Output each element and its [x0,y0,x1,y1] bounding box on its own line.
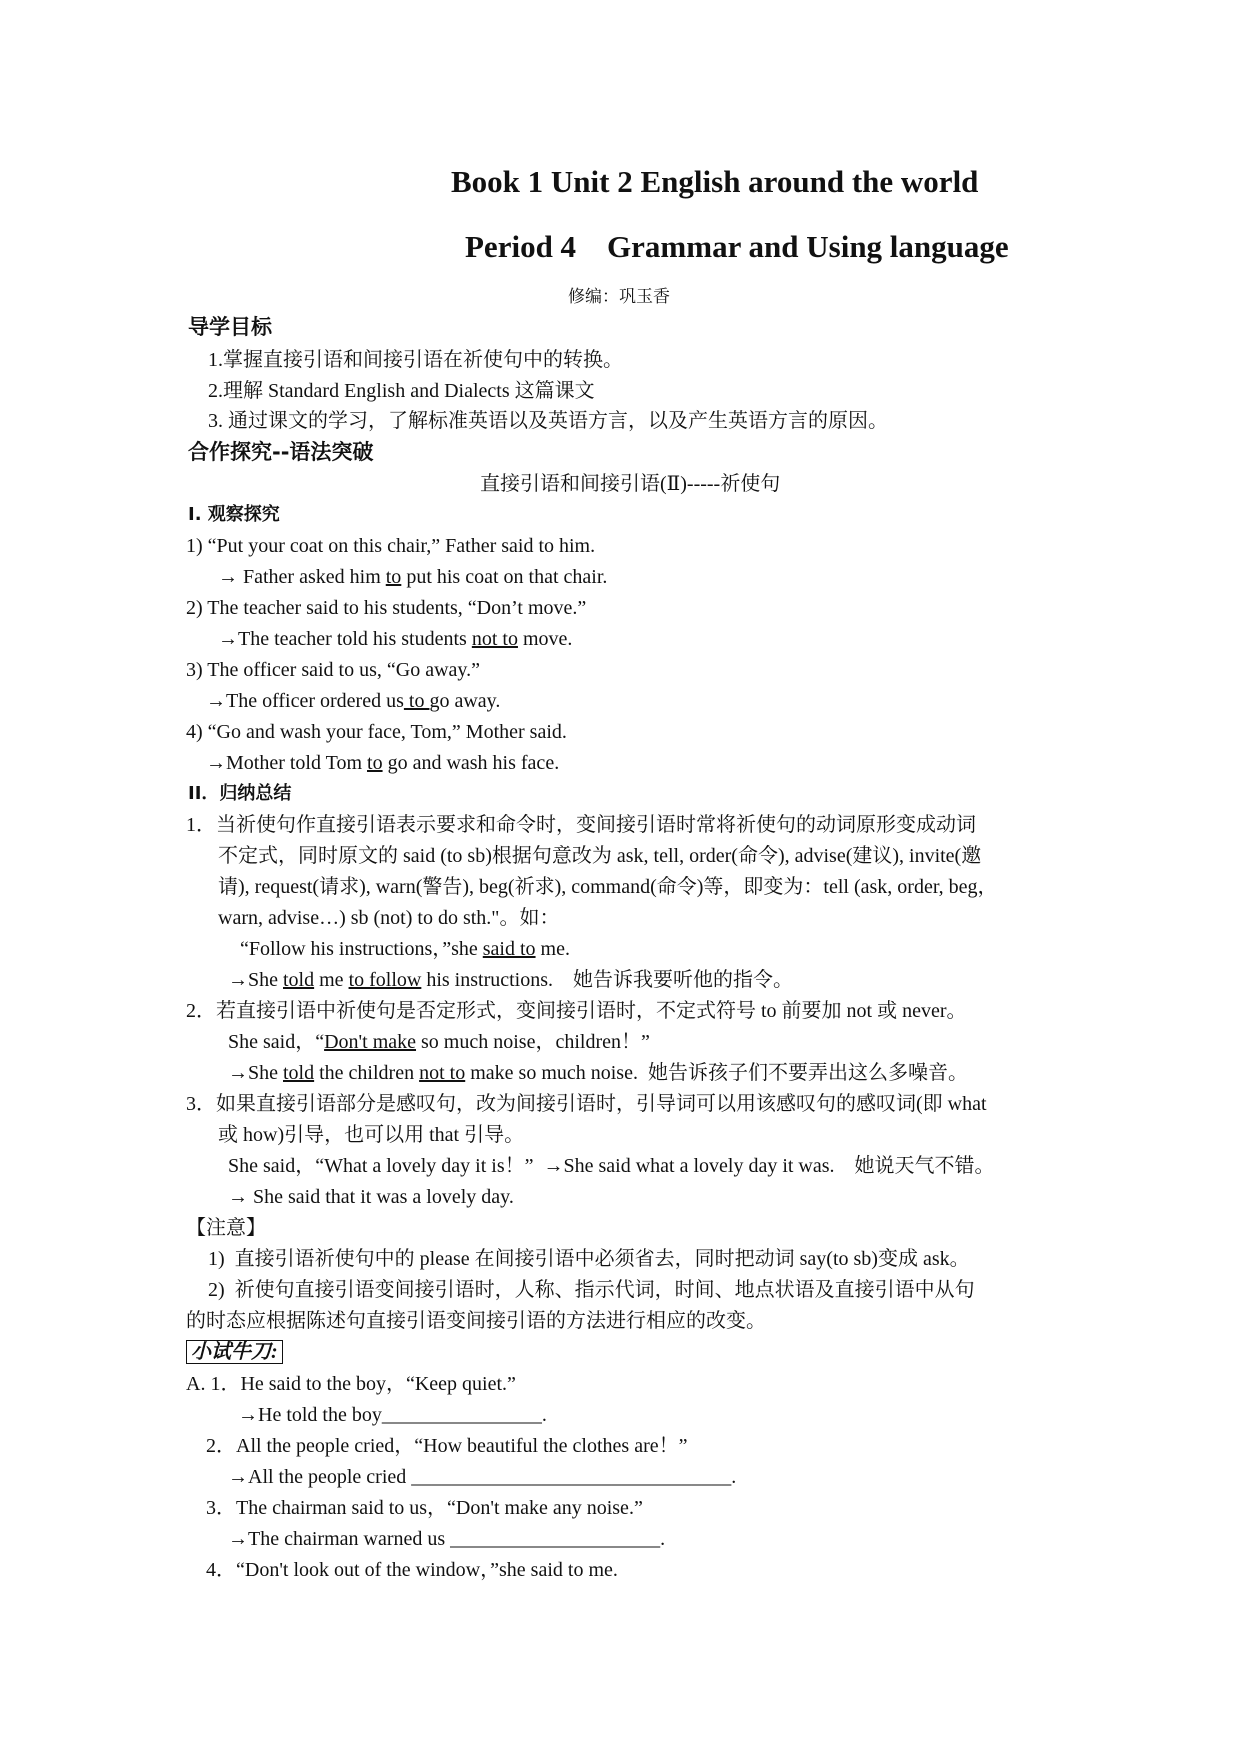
example-answer [218,564,607,590]
answer-blank[interactable]: ________________ [381,1404,542,1426]
goal-item: 2.理解 Standard English and Dialects 这篇课文 [208,380,595,402]
example-sentence: 3) The officer said to us, “Go away.” [186,659,480,681]
grammar-topic: 直接引语和间接引语(Ⅱ)-----祈使句 [480,473,781,495]
rule-text: 不定式，同时原文的 said (to sb)根据句意改为 ask, tell, order(命令), advise(建议), invite(邀 [218,845,982,867]
answer-text: →The teacher told his students [218,628,472,650]
underlined-word: said to [482,938,536,960]
answer-prompt: →He told the boy [238,1404,382,1426]
note-item: 1) 直接引语祈使句中的 please 在间接引语中必须省去，同时把动词 say(to sb)变成 ask。 [208,1248,970,1270]
exercise-question: 3．The chairman said to us，“Don't make any noise.” [206,1497,643,1519]
underlined-word: told [283,969,315,991]
underlined-word: to [367,752,383,774]
answer-text: put his coat on that chair. [401,566,608,588]
practice-heading [186,1339,283,1365]
document-title: Book 1 Unit 2 English around the world [451,164,979,199]
editor-credit: 修编：巩玉香 [568,287,670,306]
answer-text: →She [228,969,283,991]
goal-item: 3. 通过课文的学习，了解标准英语以及英语方言，以及产生英语方言的原因。 [208,410,888,432]
example-text: “Follow his instructions，”she [240,938,483,960]
example-answer [206,688,500,714]
exercise-answer-line [228,1526,665,1552]
answer-text: make so much noise. 她告诉孩子们不要弄出这么多噪音。 [465,1062,968,1084]
underlined-word: to [403,690,430,712]
answer-text: go and wash his face. [382,752,560,774]
answer-end: . [660,1528,666,1550]
answer-blank[interactable]: ________________________________ [411,1466,732,1488]
note-item: 的时态应根据陈述句直接引语变间接引语的方法进行相应的改变。 [186,1310,766,1332]
rule-text: 2．若直接引语中祈使句是否定形式，变间接引语时，不定式符号 to 前要加 not 或 never。 [186,1000,967,1022]
example-text: so much noise，children！” [416,1031,650,1053]
rule-text: 1．当祈使句作直接引语表示要求和命令时，变间接引语时常将祈使句的动词原形变成动词 [186,814,976,836]
underlined-word: told [283,1062,315,1084]
goal-item: 1.掌握直接引语和间接引语在祈使句中的转换。 [208,349,623,371]
notes-heading: 【注意】 [186,1217,266,1239]
goals-heading: 导学目标 [188,315,272,339]
example-sentence: 4) “Go and wash your face, Tom,” Mother said. [186,721,567,743]
answer-text: → Father asked him [218,566,386,588]
answer-end: . [731,1466,737,1488]
answer-prompt: →All the people cried [228,1466,412,1488]
underlined-word: Don't make [324,1031,417,1053]
example-sentence: 2) The teacher said to his students, “Don’t move.” [186,597,587,619]
rule-example: She said，“What a lovely day it is！” →She said what a lovely day it was. 她说天气不错。 [228,1155,995,1177]
exercise-answer-line [238,1402,547,1428]
answer-prompt: →The chairman warned us [228,1528,451,1550]
answer-text: go away. [429,690,501,712]
observe-heading: I. 观察探究 [188,504,280,525]
answer-text: me [314,969,349,991]
answer-text: move. [517,628,573,650]
underlined-word: not to [471,628,518,650]
answer-text: →Mother told Tom [206,752,368,774]
example-sentence: 1) “Put your coat on this chair,” Father said to him. [186,535,596,557]
rule-text: 3．如果直接引语部分是感叹句，改为间接引语时，引导词可以用该感叹句的感叹词(即 what [186,1093,987,1115]
grammar-heading: 合作探究--语法突破 [188,440,374,464]
rule-example [240,936,570,962]
exercise-question: 2．All the people cried，“How beautiful the clothes are！” [206,1435,688,1457]
practice-label: 小试牛刀: [186,1340,283,1364]
exercise-question: A. 1．He said to the boy，“Keep quiet.” [186,1373,516,1395]
answer-text: →She [228,1062,283,1084]
exercise-answer-line [228,1464,736,1490]
rule-answer: → She said that it was a lovely day. [228,1186,514,1208]
rule-text: 请), request(请求), warn(警告), beg(祈求), command(命令)等，即变为：tell (ask, order, beg， [218,876,998,898]
example-answer [206,750,559,776]
answer-text: his instructions. 她告诉我要听他的指令。 [421,969,794,991]
summary-heading: II．归纳总结 [188,783,292,804]
exercise-question: 4．“Don't look out of the window，”she said to me. [206,1559,618,1581]
rule-text: 或 how)引导，也可以用 that 引导。 [218,1124,525,1146]
example-text: She said，“ [228,1031,325,1053]
answer-blank[interactable]: _____________________ [450,1528,661,1550]
note-item: 2) 祈使句直接引语变间接引语时，人称、指示代词，时间、地点状语及直接引语中从句 [208,1279,975,1301]
underlined-word: to [385,566,402,588]
example-answer [218,626,572,652]
answer-text: →The officer ordered us [206,690,404,712]
answer-text: the children [314,1062,420,1084]
period-title: Period 4 Grammar and Using language [465,229,1009,264]
rule-text: warn, advise…) sb (not) to do sth."。如： [218,907,560,929]
rule-answer [228,967,793,993]
answer-end: . [541,1404,547,1426]
underlined-word: to follow [348,969,422,991]
rule-example [228,1029,650,1055]
underlined-word: not to [419,1062,466,1084]
rule-answer [228,1060,968,1086]
example-text: me. [535,938,570,960]
